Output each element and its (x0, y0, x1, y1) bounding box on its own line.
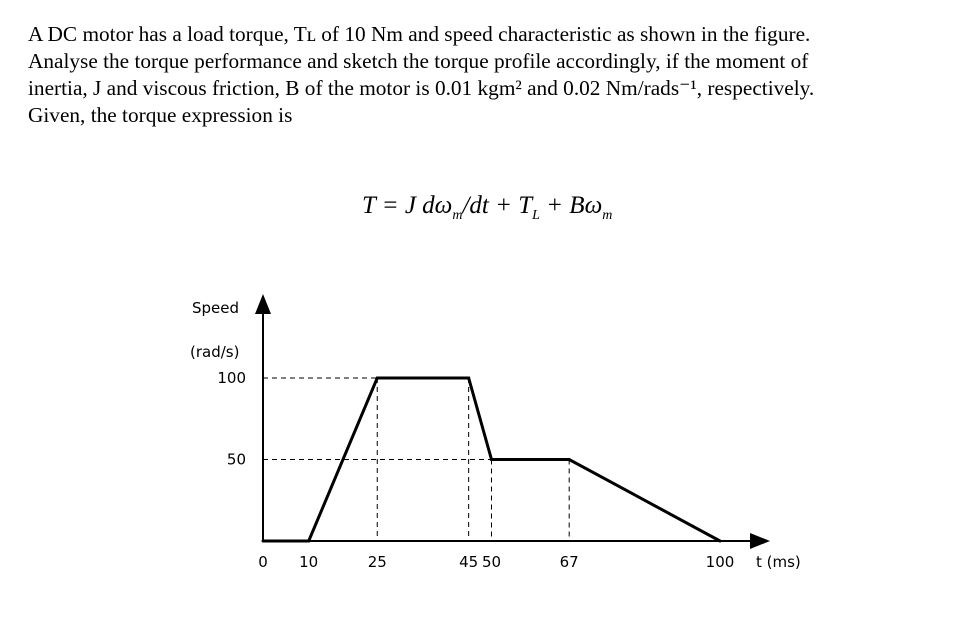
data-point-25 (376, 377, 379, 380)
problem-line-1: A DC motor has a load torque, Tʟ of 10 Nm and speed characteristic as shown in the figure. (28, 22, 811, 46)
x-tick-45: 45 (459, 553, 479, 571)
x-label: t (ms) (756, 553, 801, 571)
x-tick-0: 0 (258, 553, 268, 571)
data-point-67 (568, 458, 571, 461)
data-point-100 (719, 540, 722, 543)
x-tick-100: 100 (705, 553, 735, 571)
problem-line-3: inertia, J and viscous friction, B of the motor is 0.01 kgm² and 0.02 Nm/rads⁻¹, respectively. (28, 76, 815, 100)
x-tick-50: 50 (481, 553, 502, 571)
y-label-line1: Speed (192, 299, 240, 317)
x-tick-10: 10 (299, 553, 319, 571)
torque-equation: T = J $d\omega_m/dt + T_L + B\omega_m$ (362, 192, 613, 223)
data-point-10 (307, 540, 310, 543)
data-point-0 (262, 540, 265, 543)
y-tick-50: 50 (226, 450, 246, 469)
x-tick-25: 25 (367, 553, 387, 571)
problem-line-2: Analyse the torque performance and sketch the torque profile accordingly, if the moment of (28, 49, 809, 73)
data-point-50 (490, 458, 493, 461)
y-tick-100: 100 (217, 369, 246, 387)
x-tick-67: 67 (559, 553, 579, 571)
data-point-45 (467, 377, 470, 380)
problem-line-4: Given, the torque expression is (28, 103, 293, 127)
y-label-line2: (rad/s) (190, 343, 240, 361)
